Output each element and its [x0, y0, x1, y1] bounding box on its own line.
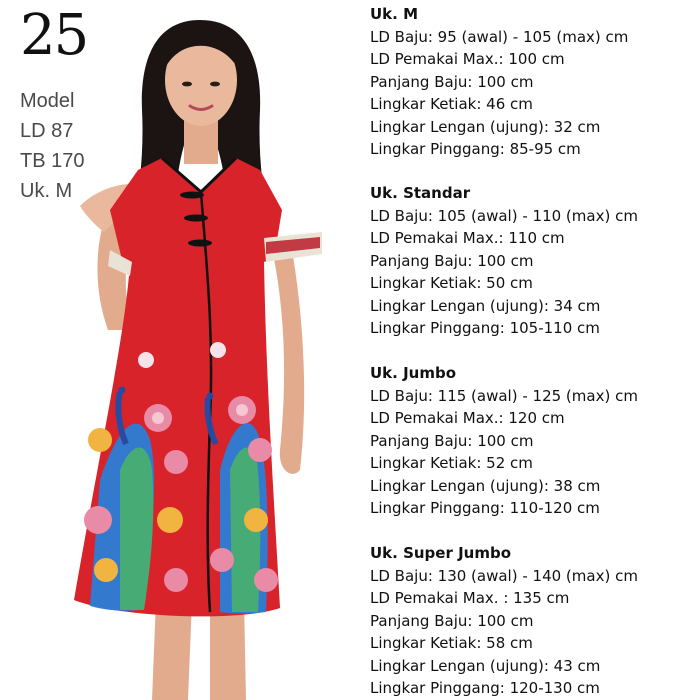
spec-line: Lingkar Ketiak: 58 cm — [370, 634, 533, 652]
spec-line: Lingkar Lengan (ujung): 38 cm — [370, 476, 601, 495]
size-group-title: Uk. Jumbo — [370, 364, 457, 382]
spec-line: Lingkar Pinggang: 105-110 cm — [370, 319, 600, 337]
spec-line: Panjang Baju: 100 cm — [370, 431, 534, 450]
spec-line: Panjang Baju: 100 cm — [370, 251, 534, 270]
model-label: Model — [20, 90, 75, 112]
spec-line: Panjang Baju: 100 cm — [370, 611, 534, 630]
size-group-title: Uk. M — [370, 5, 419, 23]
model-ld: LD 87 — [20, 120, 74, 142]
spec-line: LD Pemakai Max. : 135 cm — [370, 589, 570, 607]
spec-line: Lingkar Lengan (ujung): 43 cm — [370, 656, 601, 675]
model-size: Uk. M — [20, 180, 73, 202]
spec-line: Lingkar Pinggang: 85-95 cm — [370, 140, 581, 158]
spec-line: LD Baju: 130 (awal) - 140 (max) cm — [370, 566, 638, 585]
spec-line: Lingkar Ketiak: 50 cm — [370, 274, 533, 292]
spec-line: LD Pemakai Max.: 100 cm — [370, 50, 565, 68]
model-tb: TB 170 — [20, 150, 85, 172]
size-group-m — [370, 3, 696, 161]
spec-line: Lingkar Lengan (ujung): 34 cm — [370, 296, 601, 315]
size-group-title: Uk. Standar — [370, 184, 471, 202]
spec-line: Lingkar Pinggang: 110-120 cm — [370, 499, 600, 517]
product-number: 25 — [20, 3, 88, 68]
spec-line: LD Baju: 105 (awal) - 110 (max) cm — [370, 206, 638, 225]
size-group-title: Uk. Super Jumbo — [370, 544, 512, 562]
spec-line: LD Pemakai Max.: 110 cm — [370, 229, 565, 247]
spec-line: Lingkar Ketiak: 52 cm — [370, 454, 533, 472]
spec-line: LD Baju: 95 (awal) - 105 (max) cm — [370, 27, 629, 46]
spec-line: Lingkar Lengan (ujung): 32 cm — [370, 117, 601, 136]
spec-line: Panjang Baju: 100 cm — [370, 72, 534, 91]
spec-line: LD Pemakai Max.: 120 cm — [370, 409, 565, 427]
size-group-super-jumbo — [370, 542, 696, 700]
spec-line: Lingkar Pinggang: 120-130 cm — [370, 679, 600, 697]
size-group-standar — [370, 182, 696, 340]
spec-line: LD Baju: 115 (awal) - 125 (max) cm — [370, 386, 638, 405]
size-group-jumbo — [370, 362, 696, 520]
spec-line: Lingkar Ketiak: 46 cm — [370, 95, 533, 113]
product-photo — [60, 0, 350, 700]
